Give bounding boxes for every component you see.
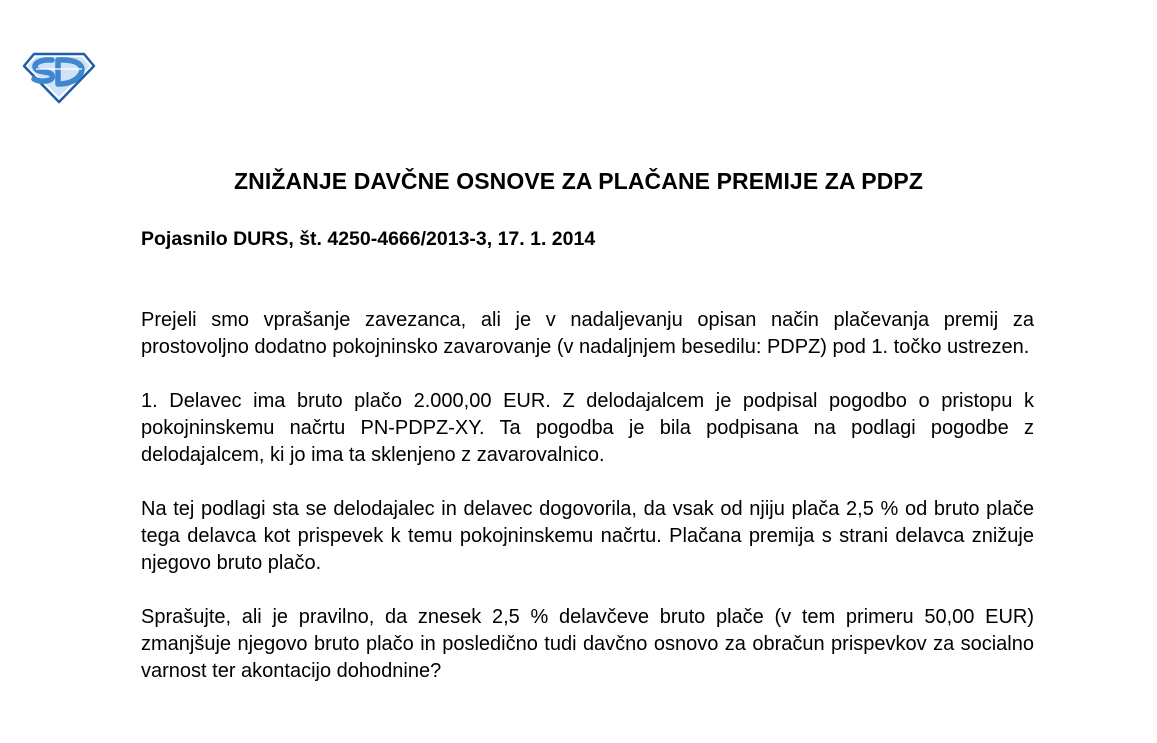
paragraph-agreement: Na tej podlagi sta se delodajalec in delavec dogovorila, da vsak od njiju plača 2,5 % od bruto plače tega delavca kot prispevek k temu pokojninskemu načrtu. Plačana premija s strani delavca znižuje njegovo bruto plačo.	[141, 498, 1034, 574]
document-title: ZNIŽANJE DAVČNE OSNOVE ZA PLAČANE PREMIJE ZA PDPZ	[233, 168, 923, 194]
company-logo	[22, 50, 96, 104]
document-body	[141, 307, 1034, 712]
document-subtitle: Pojasnilo DURS, št. 4250-4666/2013-3, 17. 1. 2014	[141, 228, 596, 250]
sd-shield-logo-icon	[22, 50, 96, 104]
paragraph-case-1: 1. Delavec ima bruto plačo 2.000,00 EUR. Z delodajalcem je podpisal pogodbo o pristopu k pokojninskemu načrtu PN-PDPZ-XY. Ta pogodba je bila podpisana na podlagi pogodbe z delodajalcem, ki jo ima ta sklenjeno z zavarovalnico.	[141, 390, 1034, 466]
paragraph-intro: Prejeli smo vprašanje zavezanca, ali je v nadaljevanju opisan način plačevanja premij za prostovoljno dodatno pokojninsko zavarovanje (v nadaljnjem besedilu: PDPZ) pod 1. točko ustrezen.	[141, 309, 1034, 358]
paragraph-question: Sprašujte, ali je pravilno, da znesek 2,5 % delavčeve bruto plače (v tem primeru 50,00 EUR) zmanjšuje njegovo bruto plačo in posledično tudi davčno osnovo za obračun prispevkov za socialno varnost ter akontacijo dohodnine?	[141, 606, 1034, 682]
